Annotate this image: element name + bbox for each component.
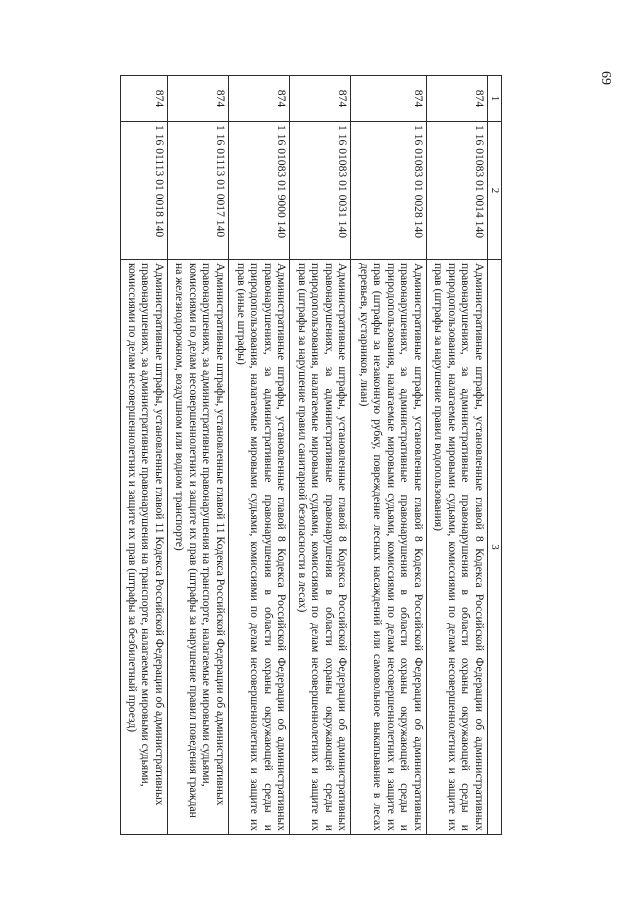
income-description-cell: Административные штрафы, установленные главой 8 Кодекса Российской Федерации об административных правонарушениях, за административные правонарушения в области охраны окружающей среды и природопользования, налагаемые мировыми судьями, комиссиями по делам несовершеннолетних и защите их прав (штрафы за незаконную рубку, повреждение лесных насаждений или самовольное выкапывание в лесах деревьев, кустарников, лиан) (351, 260, 427, 835)
income-code-cell: 1 16 01083 01 0014 140 (426, 122, 487, 260)
income-code-cell: 1 16 01083 01 0031 140 (290, 122, 351, 260)
chapter-code-cell: 874 (351, 76, 427, 122)
column-header-2: 2 (488, 122, 502, 260)
chapter-code-cell: 874 (290, 76, 351, 122)
income-code-cell: 1 16 01083 01 9000 140 (228, 122, 289, 260)
chapter-code-cell: 874 (121, 76, 168, 122)
column-header-1: 1 (488, 76, 502, 122)
chapter-code-cell: 874 (167, 76, 228, 122)
income-description-cell: Административные штрафы, установленные главой 8 Кодекса Российской Федерации об административных правонарушениях, за административные правонарушения в области охраны окружающей среды и природопользования, налагаемые мировыми судьями, комиссиями по делам несовершеннолетних и защите их прав (иные штрафы) (228, 260, 289, 835)
table-header-row (488, 76, 502, 835)
table-row (426, 76, 487, 835)
table-row (290, 76, 351, 835)
budget-classification-table (120, 75, 502, 835)
page-number: 69 (598, 71, 613, 85)
table-row (351, 76, 427, 835)
table-row (228, 76, 289, 835)
income-code-cell: 1 16 01113 01 0018 140 (121, 122, 168, 260)
chapter-code-cell: 874 (426, 76, 487, 122)
income-description-cell: Административные штрафы, установленные главой 8 Кодекса Российской Федерации об административных правонарушениях, за административные правонарушения в области охраны окружающей среды и природопользования, налагаемые мировыми судьями, комиссиями по делам несовершеннолетних и защите их прав (штрафы за нарушение правил санитарной безопасности в лесах) (290, 260, 351, 835)
income-description-cell: Административные штрафы, установленные главой 8 Кодекса Российской Федерации об административных правонарушениях, за административные правонарушения в области охраны окружающей среды и природопользования, налагаемые мировыми судьями, комиссиями по делам несовершеннолетних и защите их прав (штрафы за нарушение правил водопользования) (426, 260, 487, 835)
income-description-cell: Административные штрафы, установленные главой 11 Кодекса Российской Федерации об административных правонарушениях, за административные правонарушения на транспорте, налагаемые мировыми судьями, комиссиями по делам несовершеннолетних и защите их прав (штрафы за нарушение правил поведения граждан на железнодорожном, воздушном или водном транспорте) (167, 260, 228, 835)
chapter-code-cell: 874 (228, 76, 289, 122)
income-description-cell: Административные штрафы, установленные главой 11 Кодекса Российской Федерации об административных правонарушениях, за административные правонарушения на транспорте, налагаемые мировыми судьями, комиссиями по делам несовершеннолетних и защите их прав (штрафы за безбилетный проезд) (121, 260, 168, 835)
table-row (121, 76, 168, 835)
column-header-3: 3 (488, 260, 502, 835)
income-code-cell: 1 16 01083 01 0028 140 (351, 122, 427, 260)
table-row (167, 76, 228, 835)
income-code-cell: 1 16 01113 01 0017 140 (167, 122, 228, 260)
